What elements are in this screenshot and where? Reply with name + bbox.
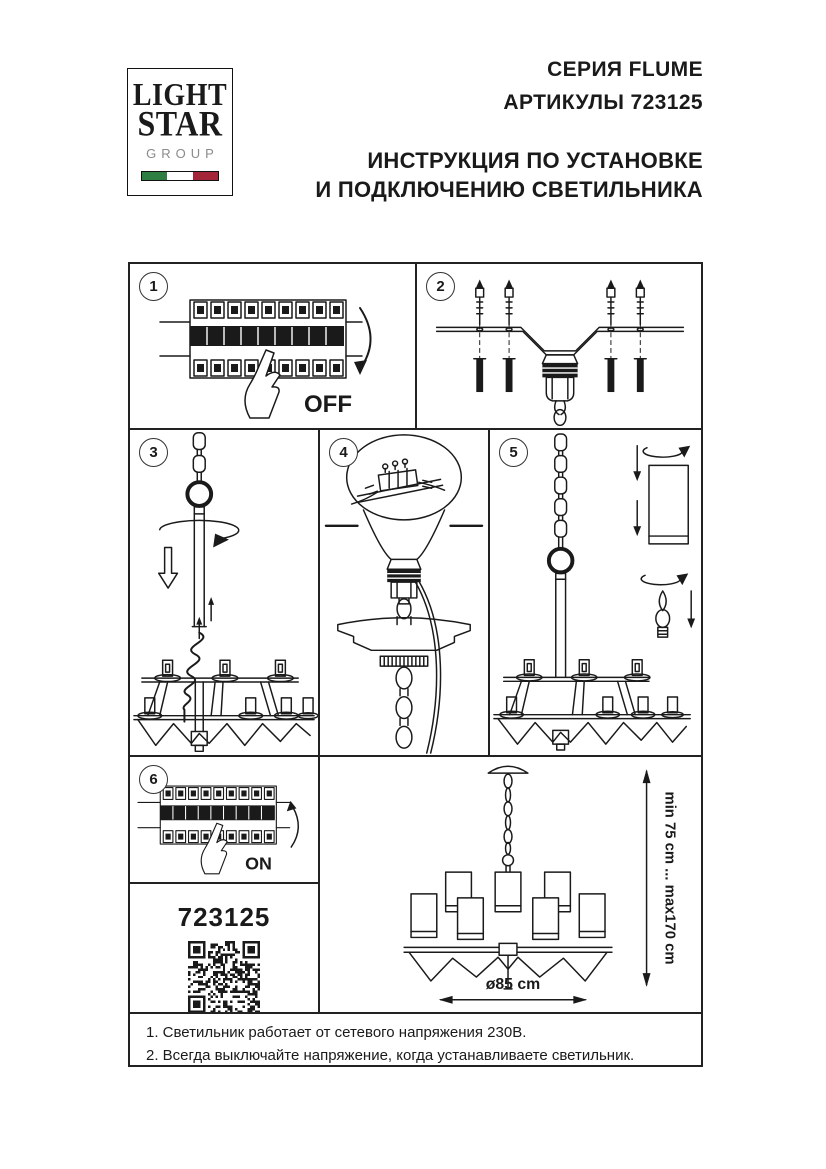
- step-1-badge: 1: [139, 272, 168, 301]
- series-title: СЕРИЯ FLUME: [547, 58, 703, 81]
- qr-code: [188, 941, 260, 1013]
- italian-flag: [128, 168, 232, 186]
- down-arrow-outline: [159, 547, 178, 588]
- step-3-badge: 3: [139, 438, 168, 467]
- off-label: OFF: [304, 391, 352, 418]
- chandelier-assembly-diagram: [490, 430, 701, 755]
- diameter-label: ø85 cm: [485, 975, 541, 993]
- on-label: ON: [245, 853, 272, 874]
- step-3-panel: [128, 428, 320, 757]
- step-5-badge: 5: [499, 438, 528, 467]
- step-6-badge: 6: [139, 765, 168, 794]
- instruction-title-line1: ИНСТРУКЦИЯ ПО УСТАНОВКЕ: [367, 148, 703, 173]
- article-number: 723125: [177, 902, 271, 932]
- chandelier-rod-diagram: [130, 430, 318, 755]
- lightstar-logo: [127, 68, 233, 196]
- article-qr-panel: [128, 882, 320, 1014]
- logo-word-light: LIGHT: [132, 78, 228, 113]
- wire-spiral: [184, 633, 204, 722]
- header-text-block: [315, 58, 703, 204]
- logo-word-group: GROUP: [146, 145, 219, 161]
- breaker-off-diagram: [152, 270, 402, 420]
- arrow-down-curve: [360, 308, 371, 366]
- step-1-panel: [128, 262, 417, 430]
- step-4-badge: 4: [329, 438, 358, 467]
- step-2-panel: [415, 262, 703, 430]
- step-4-panel: [318, 428, 490, 757]
- instruction-title: [315, 147, 703, 204]
- instruction-title-line2: И ПОДКЛЮЧЕНИЮ СВЕТИЛЬНИКА: [315, 176, 703, 202]
- note-line-1: 1. Светильник работает от сетевого напряжения 230В.: [146, 1024, 527, 1041]
- step-5-panel: [488, 428, 703, 757]
- bracket-diagram: [419, 268, 701, 426]
- height-range-label: min 75 cm ... max170 cm: [661, 791, 678, 965]
- step-6-panel: [128, 755, 320, 884]
- note-line-2: 2. Всегда выключайте напряжение, когда устанавливаете светильник.: [146, 1046, 635, 1064]
- dimensions-diagram: [320, 757, 701, 1012]
- canopy-wiring-diagram: [320, 430, 488, 755]
- article-number-line: АРТИКУЛЫ 723125: [503, 91, 703, 114]
- arrow-up-curve: [291, 807, 298, 847]
- safety-notes-panel: [128, 1012, 703, 1067]
- logo-word-star: STAR: [137, 103, 223, 144]
- step-2-badge: 2: [426, 272, 455, 301]
- dimensions-panel: [318, 755, 703, 1014]
